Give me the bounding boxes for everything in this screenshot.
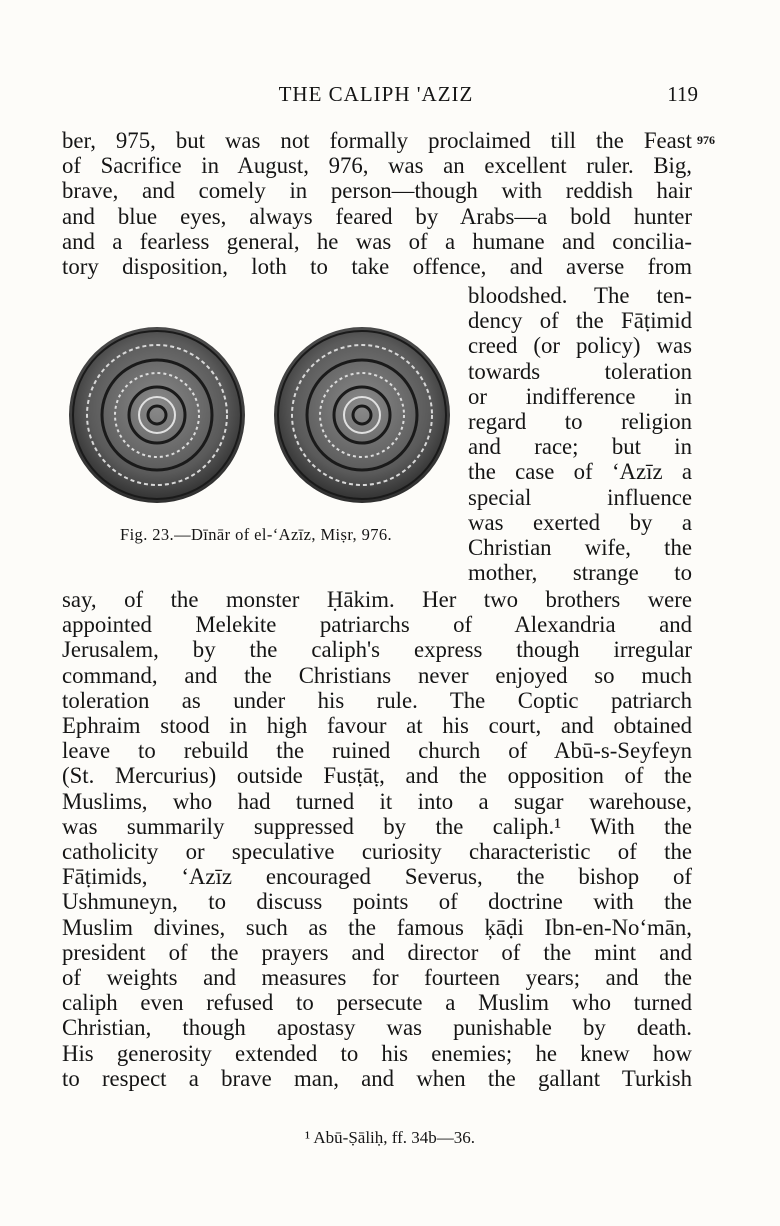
figure-coins [62,318,460,568]
text-line: the case of ‘Azīz a [468,459,692,485]
text-line: and a fearless general, he was of a humane and concilia- [62,228,692,254]
text-line: Muslim divines, such as the famous ķāḍi Ibn-en-No‘mān, [62,914,692,940]
coin-obverse [69,327,245,503]
footnote: ¹ Abū-Ṣāliḥ, ff. 34b—36. [304,1128,476,1147]
text-line: caliph even refused to persecute a Muslim who turned [62,990,692,1016]
margin-year-note: 976 [697,133,715,147]
text-line: say, of the monster Ḥākim. Her two brothers were [62,587,692,612]
text-line: was exerted by a [468,509,692,535]
coin-illustration [62,318,460,528]
text-line: mother, strange to [468,560,692,586]
text-line: toleration as under his rule. The Coptic patriarch [62,687,692,713]
text-line: Muslims, who had turned it into a sugar warehouse, [62,788,692,814]
text-line: ber, 975, but was not formally proclaimed till the Feast [62,128,692,153]
text-line: catholicity or speculative curiosity characteristic of the [62,839,692,864]
coin-reverse [274,327,450,503]
text-line: brave, and comely in person—though with reddish hair [62,178,692,204]
text-line: Fāṭimids, ‘Azīz encouraged Severus, the bishop of [62,864,692,890]
running-head-title: THE CALIPH 'AZIZ [278,82,474,106]
text-line: president of the prayers and director of the mint and [62,939,692,965]
text-line: and blue eyes, always feared by Arabs—a bold hunter [62,203,692,229]
text-line: (St. Mercurius) outside Fusṭāṭ, and the opposition of the [62,763,692,789]
text-line: tory disposition, loth to take offence, and averse from [62,254,692,279]
text-line: towards toleration [468,358,692,384]
text-line: Christian, though apostasy was punishable by death. [62,1015,692,1041]
text-line: Ephraim stood in high favour at his court, and obtained [62,713,692,738]
text-line: creed (or policy) was [468,333,692,359]
text-line: regard to religion [468,409,692,434]
text-line: was summarily suppressed by the caliph.¹ With the [62,813,692,839]
text-line: Ushmuneyn, to discuss points of doctrine with the [62,889,692,915]
text-line: Jerusalem, by the caliph's express though irregular [62,637,692,663]
text-line: appointed Melekite patriarchs of Alexandria and [62,612,692,638]
text-line: special influence [468,484,692,510]
text-line: of weights and measures for fourteen years; and the [62,965,692,990]
text-line: Christian wife, the [468,535,692,560]
text-line: leave to rebuild the ruined church of Abū-s-Seyfeyn [62,738,692,764]
text-line: bloodshed. The ten- [468,283,692,308]
text-line: His generosity extended to his enemies; he knew how [62,1040,692,1066]
text-line: command, and the Christians never enjoyed so much [62,662,692,688]
text-line: to respect a brave man, and when the gallant Turkish [62,1065,692,1091]
page-number: 119 [667,82,698,106]
text-line: and race; but in [468,434,692,460]
figure-caption: Fig. 23.—Dīnār of el-‘Azīz, Miṣr, 976. [120,525,393,544]
text-line: of Sacrifice in August, 976, was an excellent ruler. Big, [62,153,692,179]
running-head [62,82,698,112]
text-line: dency of the Fāṭimid [468,308,692,334]
text-line: or indifference in [468,383,692,409]
